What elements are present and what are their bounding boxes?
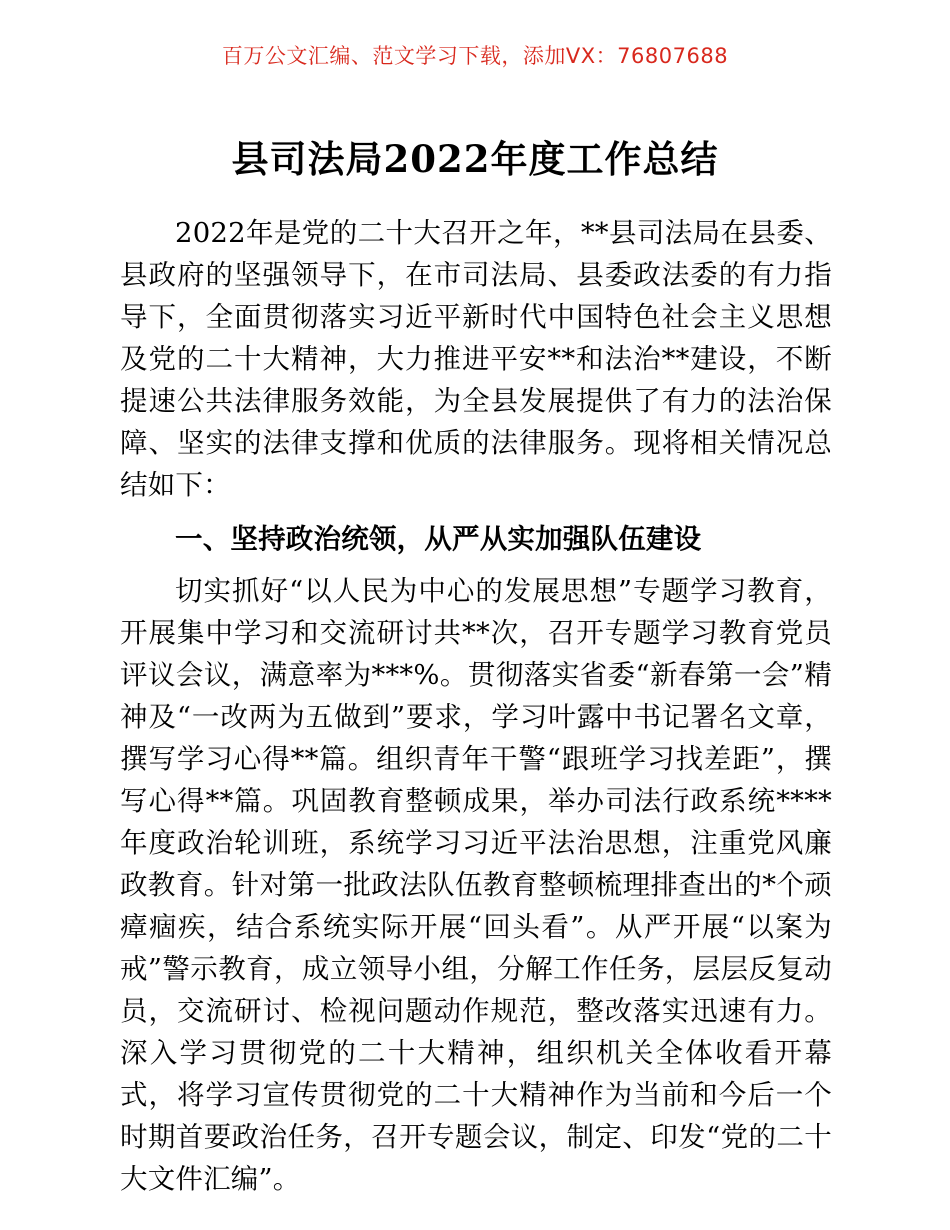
promo-watermark-text: 百万公文汇编、范文学习下载，添加VX：76807688 — [221, 44, 729, 68]
document-body — [120, 212, 832, 1200]
section-1-body-paragraph: 切实抓好“以人民为中心的发展思想”专题学习教育，开展集中学习和交流研讨共**次，召开专题学习教育党员评议会议，满意率为***%。贯彻落实省委“新春第一会”精神及“一改两为五做到”要求，学习叶露中书记署名文章，撰写学习心得**篇。组织青年干警“跟班学习找差距”，撰写心得**篇。巩固教育整顿成果，举办司法行政系统****年度政治轮训班，系统学习习近平法治思想，注重党风廉政教育。针对第一批政法队伍教育整顿梳理排查出的*个顽瘴痼疾，结合系统实际开展“回头看”。从严开展“以案为戒”警示教育，成立领导小组，分解工作任务，层层反复动员，交流研讨、检视问题动作规范，整改落实迅速有力。深入学习贯彻党的二十大精神，组织机关全体收看开幕式，将学习宣传贯彻党的二十大精神作为当前和今后一个时期首要政治任务，召开专题会议，制定、印发“党的二十大文件汇编”。 — [120, 575, 832, 1195]
promo-banner — [0, 46, 950, 67]
spacer-before-heading — [120, 506, 832, 518]
document-title: 县司法局2022年度工作总结 — [231, 136, 719, 181]
intro-paragraph: 2022年是党的二十大召开之年，**县司法局在县委、县政府的坚强领导下，在市司法局、县委政法委的有力指导下，全面贯彻落实习近平新时代中国特色社会主义思想及党的二十大精神，大力推进平安**和法治**建设，不断提速公共法律服务效能，为全县发展提供了有力的法治保障、坚实的法律支撑和优质的法律服务。现将相关情况总结如下： — [120, 217, 832, 501]
spacer-after-heading — [120, 560, 832, 570]
section-heading-1: 一、坚持政治统领，从严从实加强队伍建设 — [175, 523, 702, 555]
